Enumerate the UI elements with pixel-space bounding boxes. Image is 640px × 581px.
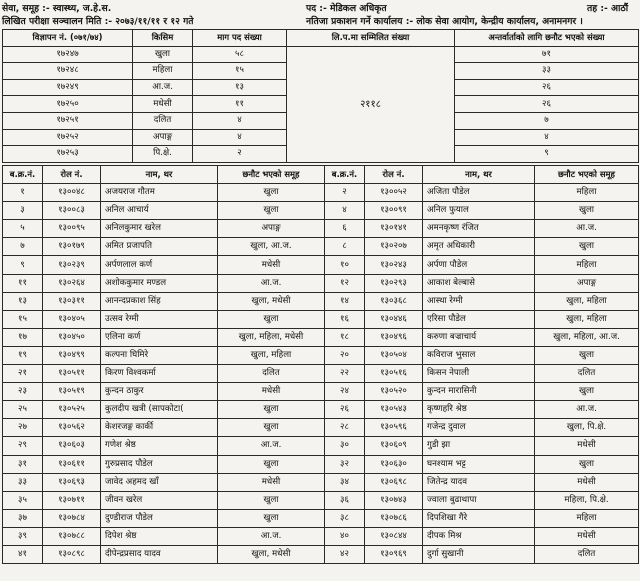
- candidate-name: दुर्गा सुखानी: [423, 545, 535, 563]
- candidate-name: अनिल आचार्य: [101, 202, 218, 220]
- selected-group: खुला: [218, 184, 325, 202]
- roll-no: १३०८४४: [365, 527, 423, 545]
- summary-header-category: किसिम: [133, 30, 193, 47]
- serial-no: ६: [325, 220, 365, 238]
- candidate-name: करुणा बज्राचार्य: [423, 328, 535, 346]
- selected-group: महिला, पि.क्षे.: [535, 491, 639, 509]
- serial-no: २५: [3, 401, 43, 419]
- candidate-name: आकाश बेल्बासे: [423, 274, 535, 292]
- roll-no: १३०४०५: [43, 310, 101, 328]
- serial-no: ११: [3, 274, 43, 292]
- serial-no: २६: [325, 401, 365, 419]
- selected-group: मधेसी: [535, 437, 639, 455]
- roll-no: १३०४९६: [365, 328, 423, 346]
- table-row: [3, 310, 639, 328]
- selected-group: खुला: [218, 491, 325, 509]
- selected-group: मधेसी: [535, 527, 639, 545]
- candidate-name: अर्पणलाल कर्ण: [101, 256, 218, 274]
- roll-no: १३०२३९: [43, 256, 101, 274]
- candidate-name: अनिलकुमार खरेल: [101, 220, 218, 238]
- roll-no: १३०३६८: [365, 292, 423, 310]
- ad-no: १७२४९: [3, 79, 133, 96]
- table-row: [3, 491, 639, 509]
- candidate-name: गणेश श्रेष्ठ: [101, 437, 218, 455]
- selected-group: अपाङ्ग: [218, 220, 325, 238]
- candidate-name: एलिना कर्ण: [101, 328, 218, 346]
- roll-no: १३०७८४: [43, 509, 101, 527]
- results-header-group-left: छनौट भएको समूह: [218, 166, 325, 184]
- roll-no: १३०६०३: [43, 437, 101, 455]
- summary-header-written-passed: लि.प.मा सम्मिलित संख्या: [287, 30, 455, 47]
- selected-group: खुला: [218, 419, 325, 437]
- serial-no: ४: [325, 202, 365, 220]
- selected-group: खुला, महिला: [535, 310, 639, 328]
- results-header-name-right: नाम, थर: [423, 166, 535, 184]
- table-row: [3, 328, 639, 346]
- category: आ.ज.: [133, 79, 193, 96]
- category: मधेसी: [133, 96, 193, 113]
- header-line-2: [2, 15, 638, 28]
- category: खुला: [133, 46, 193, 63]
- category: अपाङ्ग: [133, 129, 193, 146]
- candidate-name: अर्पणा पौडेल: [423, 256, 535, 274]
- results-header-roll-right: रोल नं.: [365, 166, 423, 184]
- interview-count: ७: [455, 112, 639, 129]
- candidate-name: आस्था रेग्मी: [423, 292, 535, 310]
- candidate-name: कल्पना घिमिरे: [101, 346, 218, 364]
- table-row: [3, 545, 639, 563]
- candidate-name: कुन्दन ठाकुर: [101, 383, 218, 401]
- candidate-name: दुण्डीराज पौडेल: [101, 509, 218, 527]
- selected-group: खुला: [218, 509, 325, 527]
- table-row: [3, 220, 639, 238]
- candidate-name: दिपशिखा गैरे: [423, 509, 535, 527]
- summary-header-row: [3, 30, 639, 47]
- service-group-label: सेवा, समूह :- स्वास्थ्य, ज.हे.स.: [2, 3, 112, 14]
- category: पि.क्षे.: [133, 146, 193, 163]
- category: दलित: [133, 112, 193, 129]
- table-row: [3, 292, 639, 310]
- results-header-group-right: छनौट भएको समूह: [535, 166, 639, 184]
- serial-no: ८: [325, 238, 365, 256]
- selected-group: आ.ज.: [218, 274, 325, 292]
- candidate-name: गजेन्द्र दुवाल: [423, 419, 535, 437]
- roll-no: १३०६३०: [365, 455, 423, 473]
- roll-no: १३०८९८: [43, 545, 101, 563]
- selected-group: खुला, महिला: [535, 292, 639, 310]
- ad-no: १७२५३: [3, 146, 133, 163]
- roll-no: १३००९५: [43, 220, 101, 238]
- selected-group: खुला, मधेसी: [218, 545, 325, 563]
- table-row: [3, 473, 639, 491]
- selected-group: दलित: [535, 545, 639, 563]
- posts: ११: [193, 96, 287, 113]
- candidate-name: कुन्दन मारासिनी: [423, 383, 535, 401]
- serial-no: ३६: [325, 491, 365, 509]
- roll-no: १३००८३: [43, 202, 101, 220]
- serial-no: ४२: [325, 545, 365, 563]
- candidate-name: अमनकृष्ण रंजित: [423, 220, 535, 238]
- table-row: [3, 202, 639, 220]
- serial-no: ३८: [325, 509, 365, 527]
- selected-group: आ.ज.: [535, 220, 639, 238]
- candidate-name: गुडी झा: [423, 437, 535, 455]
- serial-no: १७: [3, 328, 43, 346]
- serial-no: १२: [325, 274, 365, 292]
- selected-group: मधेसी: [218, 473, 325, 491]
- table-row: [3, 419, 639, 437]
- roll-no: १३०९६९: [365, 545, 423, 563]
- total-candidates: २११८: [287, 46, 455, 162]
- serial-no: ३२: [325, 455, 365, 473]
- selected-group: खुला, महिला, आ.ज.: [535, 328, 639, 346]
- roll-no: १३०४९९: [43, 346, 101, 364]
- candidate-name: जावेद अहमद खाँ: [101, 473, 218, 491]
- roll-no: १३०६११: [43, 455, 101, 473]
- candidate-name: जितेन्द्र यादव: [423, 473, 535, 491]
- serial-no: ३४: [325, 473, 365, 491]
- roll-no: १३०१७९: [43, 238, 101, 256]
- serial-no: १९: [3, 346, 43, 364]
- serial-no: ३१: [3, 455, 43, 473]
- table-row: [3, 383, 639, 401]
- roll-no: १३०५४३: [365, 401, 423, 419]
- results-header-roll-left: रोल नं.: [43, 166, 101, 184]
- summary-header-posts: माग पद संख्या: [193, 30, 287, 47]
- exam-date-label: लिखित परीक्षा सञ्चालन मिति :- २०७३/११/११ र १२ गते: [2, 16, 194, 27]
- serial-no: १५: [3, 310, 43, 328]
- selected-group: अपाङ्ग: [535, 274, 639, 292]
- serial-no: २०: [325, 346, 365, 364]
- candidate-name: किसन नेपाली: [423, 365, 535, 383]
- ad-no: १७२४८: [3, 63, 133, 80]
- serial-no: ७: [3, 238, 43, 256]
- roll-no: १३०५९६: [365, 419, 423, 437]
- candidate-name: कविराज भुसाल: [423, 346, 535, 364]
- roll-no: १३०४४६: [365, 310, 423, 328]
- selected-group: खुला: [218, 401, 325, 419]
- roll-no: १३०७४३: [365, 491, 423, 509]
- roll-no: १३०२०७: [365, 238, 423, 256]
- roll-no: १३०२९३: [365, 274, 423, 292]
- selected-group: खुला: [535, 455, 639, 473]
- candidate-name: दिपेश श्रेष्ठ: [101, 527, 218, 545]
- publishing-office-label: नतिजा प्रकाशन गर्ने कार्यालय :- लोक सेवा आयोग, केन्द्रीय कार्यालय, अनामनगर ।: [306, 16, 583, 27]
- selected-group: खुला: [535, 346, 639, 364]
- interview-count: २६: [455, 96, 639, 113]
- posts: ५८: [193, 46, 287, 63]
- candidate-name: कृष्णहरि श्रेष्ठ: [423, 401, 535, 419]
- ad-no: १७२४७: [3, 46, 133, 63]
- serial-no: २१: [3, 365, 43, 383]
- roll-no: १३०७८६: [365, 509, 423, 527]
- results-header-sn-left: ब.क्र.नं.: [3, 166, 43, 184]
- serial-no: १३: [3, 292, 43, 310]
- roll-no: १३०२४३: [365, 256, 423, 274]
- selected-group: आ.ज.: [218, 527, 325, 545]
- serial-no: १४: [325, 292, 365, 310]
- candidate-name: आनन्दप्रकाश सिंह: [101, 292, 218, 310]
- roll-no: १३०६०९: [365, 437, 423, 455]
- selected-group: खुला: [535, 383, 639, 401]
- serial-no: ३०: [325, 437, 365, 455]
- serial-no: २: [325, 184, 365, 202]
- candidate-name: अमृत अधिकारी: [423, 238, 535, 256]
- serial-no: २८: [325, 419, 365, 437]
- roll-no: १३०४५०: [43, 328, 101, 346]
- roll-no: १३००९१: [365, 202, 423, 220]
- table-row: [3, 509, 639, 527]
- level-label: तह :- आठौं: [587, 3, 629, 14]
- selected-group: मधेसी: [535, 473, 639, 491]
- candidate-name: ज्वाला बुढाथापा: [423, 491, 535, 509]
- selected-group: खुला: [218, 310, 325, 328]
- selected-group: खुला: [218, 202, 325, 220]
- selected-group: खुला, आ.ज.: [218, 238, 325, 256]
- results-table: [2, 165, 639, 564]
- selected-group: खुला, महिला: [218, 346, 325, 364]
- summary-row: [3, 46, 639, 63]
- roll-no: १३०५२५: [43, 401, 101, 419]
- serial-no: ३३: [3, 473, 43, 491]
- serial-no: २४: [325, 383, 365, 401]
- serial-no: ३: [3, 202, 43, 220]
- serial-no: ३९: [3, 527, 43, 545]
- roll-no: १३०३११: [43, 292, 101, 310]
- roll-no: १३०७११: [43, 491, 101, 509]
- serial-no: १: [3, 184, 43, 202]
- selected-group: आ.ज.: [535, 401, 639, 419]
- selected-group: खुला, महिला, मधेसी: [218, 328, 325, 346]
- selected-group: आ.ज.: [218, 437, 325, 455]
- serial-no: ४०: [325, 527, 365, 545]
- serial-no: २९: [3, 437, 43, 455]
- selected-group: महिला: [535, 509, 639, 527]
- category: महिला: [133, 63, 193, 80]
- results-header-name-left: नाम, थर: [101, 166, 218, 184]
- interview-count: ७१: [455, 46, 639, 63]
- table-row: [3, 455, 639, 473]
- serial-no: ४१: [3, 545, 43, 563]
- candidate-name: केशरजङ्ग कार्की: [101, 419, 218, 437]
- selected-group: खुला, मधेसी: [218, 292, 325, 310]
- selected-group: दलित: [218, 365, 325, 383]
- table-row: [3, 365, 639, 383]
- roll-no: १३०१४१: [365, 220, 423, 238]
- candidate-name: कुलदीप खत्री (सापकोटा(: [101, 401, 218, 419]
- posts: ४: [193, 112, 287, 129]
- posts: १३: [193, 79, 287, 96]
- ad-no: १७२५०: [3, 96, 133, 113]
- serial-no: २३: [3, 383, 43, 401]
- table-row: [3, 527, 639, 545]
- roll-no: १३०५६२: [43, 419, 101, 437]
- results-header-row: [3, 166, 639, 184]
- ad-no: १७२५२: [3, 129, 133, 146]
- roll-no: १३०७८८: [43, 527, 101, 545]
- candidate-name: किरण विश्वकर्मा: [101, 365, 218, 383]
- candidate-name: एरिसा पौडेल: [423, 310, 535, 328]
- candidate-name: अजयराज गौतम: [101, 184, 218, 202]
- interview-count: ९: [455, 146, 639, 163]
- selected-group: मधेसी: [218, 383, 325, 401]
- table-row: [3, 256, 639, 274]
- posts: १५: [193, 63, 287, 80]
- serial-no: २७: [3, 419, 43, 437]
- roll-no: १३०६९३: [43, 473, 101, 491]
- serial-no: ३५: [3, 491, 43, 509]
- serial-no: ५: [3, 220, 43, 238]
- selected-group: दलित: [535, 365, 639, 383]
- selected-group: महिला: [535, 184, 639, 202]
- table-row: [3, 346, 639, 364]
- ad-no: १७२५१: [3, 112, 133, 129]
- selected-group: खुला, पि.क्षे.: [535, 419, 639, 437]
- table-row: [3, 401, 639, 419]
- post-label: पद :- मेडिकल अधिकृत: [306, 3, 387, 14]
- roll-no: १३०५०४: [365, 346, 423, 364]
- roll-no: १३००५२: [365, 184, 423, 202]
- table-row: [3, 238, 639, 256]
- summary-table: [2, 29, 639, 163]
- candidate-name: उत्सव रेग्मी: [101, 310, 218, 328]
- selected-group: खुला: [535, 238, 639, 256]
- selected-group: मधेसी: [218, 256, 325, 274]
- roll-no: १३०५११: [43, 365, 101, 383]
- candidate-name: अनिल फुयाल: [423, 202, 535, 220]
- interview-count: ४: [455, 129, 639, 146]
- roll-no: १३०५२०: [365, 383, 423, 401]
- table-row: [3, 184, 639, 202]
- header-line-1: [2, 2, 638, 15]
- candidate-name: दीपक मिश्र: [423, 527, 535, 545]
- summary-header-interview: अन्तर्वार्ताको लागि छनौट भएको संख्या: [455, 30, 639, 47]
- serial-no: १८: [325, 328, 365, 346]
- serial-no: ९: [3, 256, 43, 274]
- candidate-name: अमित प्रजापति: [101, 238, 218, 256]
- selected-group: खुला: [218, 455, 325, 473]
- roll-no: १३००४८: [43, 184, 101, 202]
- posts: २: [193, 146, 287, 163]
- serial-no: १६: [325, 310, 365, 328]
- candidate-name: अशोककुमार मण्डल: [101, 274, 218, 292]
- interview-count: २६: [455, 79, 639, 96]
- summary-header-ad-no: विज्ञापन नं. (०७१/७४): [3, 30, 133, 47]
- roll-no: १३०५१६: [365, 365, 423, 383]
- results-header-sn-right: ब.क्र.नं.: [325, 166, 365, 184]
- roll-no: १३०२६४: [43, 274, 101, 292]
- serial-no: ३७: [3, 509, 43, 527]
- selected-group: खुला: [535, 202, 639, 220]
- table-row: [3, 274, 639, 292]
- roll-no: १३०५१९: [43, 383, 101, 401]
- selected-group: महिला: [535, 256, 639, 274]
- candidate-name: अजिता पौडेल: [423, 184, 535, 202]
- posts: ४: [193, 129, 287, 146]
- interview-count: ३३: [455, 63, 639, 80]
- candidate-name: घनश्याम भट्ट: [423, 455, 535, 473]
- serial-no: १०: [325, 256, 365, 274]
- candidate-name: दीपेन्द्रप्रसाद यादव: [101, 545, 218, 563]
- roll-no: १३०६९८: [365, 473, 423, 491]
- candidate-name: गुरुप्रसाद पौडेल: [101, 455, 218, 473]
- serial-no: २२: [325, 365, 365, 383]
- candidate-name: जीवन खरेल: [101, 491, 218, 509]
- table-row: [3, 437, 639, 455]
